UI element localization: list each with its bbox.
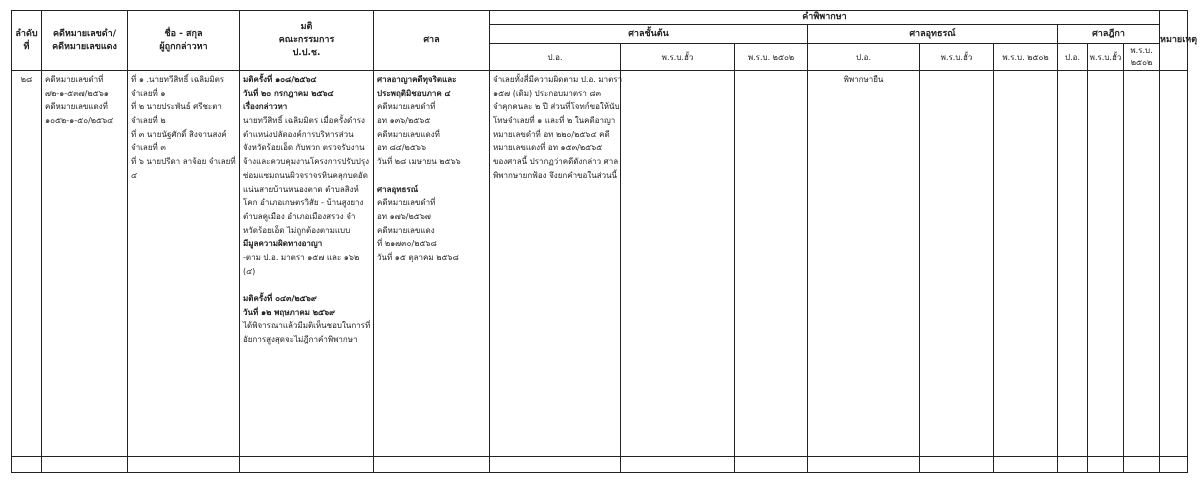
spacer (377, 169, 486, 183)
verdict-line: หมายเลขดำที่ อท ๒๒๐/๒๕๖๔ คดี (493, 129, 610, 139)
header-appeal-prb-2502: พ.ร.บ. ๒๕๐๒ (994, 44, 1058, 71)
court-case-line: ที่ ๒๑๗๓๐/๒๕๖๘ (377, 239, 437, 249)
court-case-line: คดีหมายเลขแดงที่ (377, 129, 440, 139)
supreme-prb-2502-cell (1124, 71, 1160, 457)
resolution-date: วันที่ ๑๒ พฤษภาคม ๒๕๖๙ (243, 307, 335, 317)
supreme-po-cell (1058, 71, 1088, 457)
header-remark: หมายเหตุ (1160, 11, 1188, 71)
court-name: ศาลอุทธรณ์ (377, 184, 419, 194)
offense-line: (๔) (243, 266, 256, 276)
spacer (243, 278, 370, 292)
table-row (12, 71, 1188, 457)
offense-line: -ตาม ป.อ. มาตรา ๑๕๗ และ ๑๖๒ (243, 252, 360, 262)
court-case-line: อท ๘๔/๒๕๖๖ (377, 143, 427, 153)
header-judgment: คำพิพากษา (490, 11, 1160, 25)
allegation-line: หวัดร้อยเอ็ด ไม่ถูกต้องตามแบบ (243, 225, 351, 235)
judgment-table (11, 10, 1198, 473)
appeal-prb-2502-cell (994, 71, 1058, 457)
name-line: จำเลยที่ ๑ (131, 88, 166, 98)
allegation-line: แน่นสายบ้านหนองตาด ตำบลสิงห์ (243, 184, 359, 194)
allegation-line: ตำบลคูเมือง อำเภอเมืองสรวง จำ (243, 211, 356, 221)
allegation-heading: เรื่องกล่าวหา (243, 102, 288, 112)
allegation-line: นายทวีสิทธิ์ เฉลิมมิตร เมื่อครั้งดำรง (243, 116, 365, 126)
resolution-number: มติครั้งที่ ๑๐๘/๒๕๖๔ (243, 75, 317, 84)
name-line: ที่ ๓ นายนัฐศักดิ์ สิงจานสงค์ (131, 129, 227, 139)
court-case-line: วันที่ ๑๕ ตุลาคม ๒๕๖๘ (377, 252, 459, 262)
verdict-line: โทษจำเลยที่ ๑ และที่ ๒ ในคดีอาญา (493, 116, 616, 126)
case-number-cell (42, 71, 128, 457)
allegation-line: ตำแหน่งปลัดองค์การบริหารส่วน (243, 129, 354, 139)
court-case-line: คดีหมายเลขแดง (377, 225, 435, 235)
resolution-number: มติครั้งที่ ๐๔๓/๒๕๖๙ (243, 294, 317, 303)
header-first-prb-old: พ.ร.บ.ฮั้ว (621, 44, 735, 71)
supreme-prb-old-cell (1088, 71, 1124, 457)
court-case-line: คดีหมายเลขดำที่ (377, 198, 436, 208)
header-supreme-prb-2502: พ.ร.บ. ๒๕๐๒ (1124, 44, 1160, 71)
resolution-text-line: ได้พิจารณาแล้วมีมติเห็นชอบในการที่ (243, 321, 371, 331)
first-instance-po-cell (490, 71, 621, 457)
first-instance-prb-2502-cell (735, 71, 808, 457)
allegation-line: จ้างและควบคุมงานโครงการปรับปรุง (243, 157, 370, 167)
allegation-line: จังหวัดร้อยเอ็ด กับพวก ตรวจรับงาน (243, 143, 365, 153)
case-line: คดีหมายเลขดำที่ (45, 75, 104, 84)
verdict-line: จำเลยทั้งสี่มีความผิดตาม ป.อ. มาตรา (493, 75, 623, 84)
court-name: ประพฤติมิชอบภาค ๔ (377, 88, 451, 98)
header-appeal-po: ป.อ. (808, 44, 920, 71)
case-line: ๑๐๕๒-๑-๕๐/๒๕๖๔ (45, 116, 114, 126)
row-number: ๒๘ (12, 71, 42, 457)
name-line: จำเลยที่ ๒ (131, 116, 166, 126)
header-court-supreme: ศาลฎีกา (1058, 25, 1160, 44)
header-first-po: ป.อ. (490, 44, 621, 71)
verdict-line: พิพากษายกฟ้อง จึงยกคำขอในส่วนนี้ (493, 170, 618, 180)
header-nacc-resolution: มติ คณะกรรมการ ป.ป.ช. (240, 11, 374, 71)
court-name: ศาลอาญาคดีทุจริตและ (377, 75, 457, 84)
name-line: ที่ ๖ นายปรีดา ลาจ้อย จำเลยที่ (131, 157, 236, 167)
allegation-line: ซ่อมแซมถนนผิวจราจรหินคลุกบดอัด (243, 170, 368, 180)
name-line: ๔ (131, 170, 138, 180)
court-case-line: วันที่ ๒๘ เมษายน ๒๕๖๖ (377, 157, 461, 167)
accused-name-cell (128, 71, 240, 457)
header-supreme-prb-old: พ.ร.บ.ฮั้ว (1088, 44, 1124, 71)
name-line: จำเลยที่ ๓ (131, 143, 166, 153)
remark-cell (1160, 71, 1188, 457)
appeal-po-cell: พิพากษายืน (808, 71, 920, 457)
verdict-line: ๑๕๗ (เดิม) ประกอบมาตรา ๘๓ (493, 88, 602, 98)
header-court: ศาล (374, 11, 490, 71)
case-line: ๗๒-๑-๕๓๗/๒๕๖๑ (45, 88, 109, 98)
judgment-table-sheet (11, 10, 1198, 472)
appeal-prb-old-cell (920, 71, 994, 457)
resolution-date: วันที่ ๒๐ กรกฎาคม ๒๕๖๔ (243, 88, 334, 98)
allegation-line: โคก อำเภอเกษตรวิสัย - บ้านสูงยาง (243, 198, 364, 208)
header-accused-name: ชื่อ - สกุล ผู้ถูกกล่าวหา (128, 11, 240, 71)
court-case-line: คดีหมายเลขดำที่ (377, 102, 436, 112)
first-instance-prb-old-cell (621, 71, 735, 457)
nacc-resolution-cell (240, 71, 374, 457)
header-supreme-po: ป.อ. (1058, 44, 1088, 71)
case-line: คดีหมายเลขแดงที่ (45, 102, 108, 112)
header-court-appeal: ศาลอุทธรณ์ (808, 25, 1058, 44)
table-row-empty (12, 457, 1188, 473)
court-case-line: อท ๑๗๖/๒๕๖๗ (377, 211, 431, 221)
verdict-line: จำคุกคนละ ๒ ปี ส่วนที่โจทก์ขอให้นับ (493, 102, 620, 112)
court-cell (374, 71, 490, 457)
court-case-line: อท ๑๓๖/๒๕๖๕ (377, 116, 431, 126)
name-line: ที่ ๒ นายประพันธ์ ศรีชะตา (131, 102, 222, 112)
name-line: ที่ ๑ .นายทวีสิทธิ์ เฉลิมมิตร (131, 75, 225, 84)
header-no: ลำดับ ที่ (12, 11, 42, 71)
header-appeal-prb-old: พ.ร.บ.ฮั้ว (920, 44, 994, 71)
resolution-text-line: อัยการสูงสุดจะไม่ฎีกาคำพิพากษา (243, 335, 358, 345)
header-first-prb-2502: พ.ร.บ. ๒๕๐๒ (735, 44, 808, 71)
header-court-first-instance: ศาลชั้นต้น (490, 25, 808, 44)
header-case-number: คดีหมายเลขดำ/ คดีหมายเลขแดง (42, 11, 128, 71)
offense-heading: มีมูลความผิดทางอาญา (243, 239, 323, 249)
verdict-line: หมายเลขแดงที่ อท ๑๕๓/๒๕๖๕ (493, 143, 603, 153)
verdict-line: ของศาลนี้ ปรากฏว่าคดีดังกล่าว ศาล (493, 157, 619, 167)
